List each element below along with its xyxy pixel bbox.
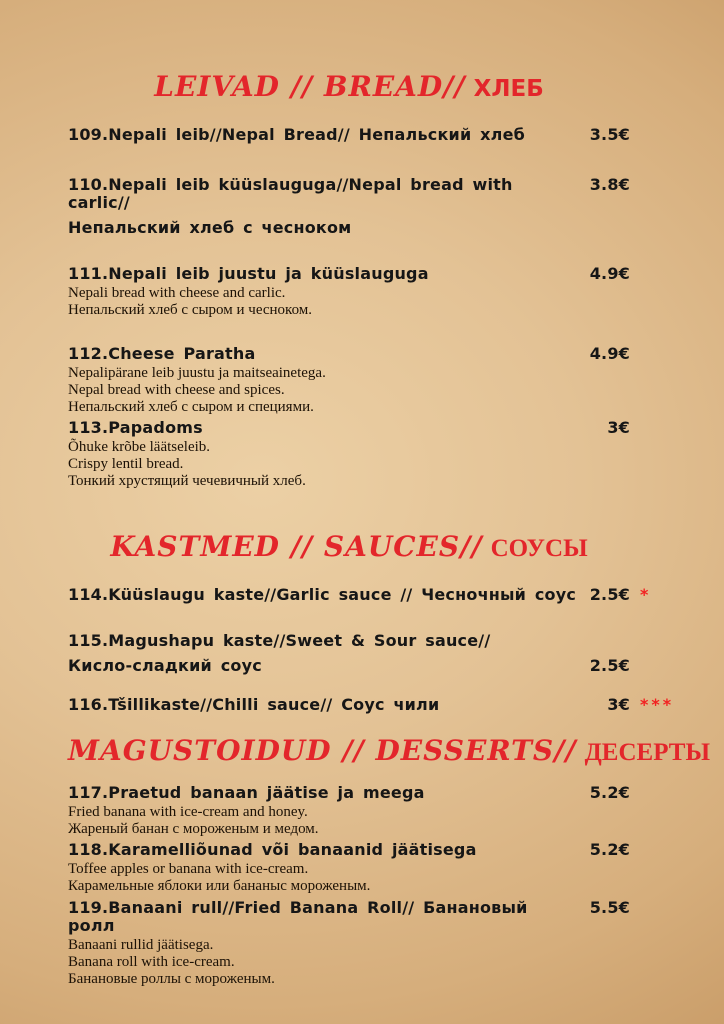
menu-item-description: Непальский хлеб с сыром и чесноком. <box>68 302 313 318</box>
menu-item-description: Банановые роллы с мороженым. <box>68 971 275 987</box>
section-title-cyrillic: ДЕСЕРТЫ <box>584 739 711 766</box>
menu-item-price: 3€ <box>607 418 630 437</box>
menu-item-description: Тонкий хрустящий чечевичный хлеб. <box>68 473 306 489</box>
section-title-latin: LEIVAD // BREAD// <box>154 70 466 103</box>
section-header-bread <box>68 70 630 104</box>
menu-item-price: 3.5€ <box>589 125 630 144</box>
price-asterisks: * <box>640 585 652 604</box>
menu-item-descriptions <box>68 861 630 895</box>
price-asterisks: *** <box>640 695 675 714</box>
menu-item-description: Nepali bread with cheese and carlic. <box>68 285 286 301</box>
menu-item-price: 3€ <box>607 695 630 714</box>
menu-item-description: Crispy lentil bread. <box>68 456 184 472</box>
menu-item-description: Õhuke krõbe läätseleib. <box>68 439 211 455</box>
menu-item-price: 4.9€ <box>589 344 630 363</box>
menu-item-description: Fried banana with ice-cream and honey. <box>68 804 308 820</box>
section-header-sauces <box>68 530 630 564</box>
menu-item-110 <box>68 176 630 237</box>
section-title-latin: KASTMED // SAUCES// <box>110 530 483 563</box>
menu-item-112 <box>68 345 630 416</box>
menu-item-descriptions <box>68 439 630 490</box>
menu-item-title: 110.Nepali leib küüslauguga//Nepal bread with carlic// <box>68 175 513 212</box>
menu-item-descriptions <box>68 365 630 416</box>
menu-item-title: 117.Praetud banaan jäätise ja meega <box>68 783 425 802</box>
menu-item-price: 5.2€ <box>589 783 630 802</box>
menu-item-description: Toffee apples or banana with ice-cream. <box>68 861 309 877</box>
menu-item-description: Карамельные яблоки или бананыс мороженым. <box>68 878 371 894</box>
menu-item-title: 116.Tšillikaste//Chilli sauce// Соус чили <box>68 695 440 714</box>
menu-item-price: 2.5€ <box>589 585 630 604</box>
menu-item-price: 3.8€ <box>589 175 630 194</box>
section-title-cyrillic: ХЛЕБ <box>473 76 544 102</box>
menu-item-title: 114.Küüslaugu kaste//Garlic sauce // Чесночный соус <box>68 585 577 604</box>
menu-item-description: Непальский хлеб с сыром и специями. <box>68 399 314 415</box>
section-header-desserts <box>68 734 711 768</box>
menu-item-title: 113.Papadoms <box>68 418 203 437</box>
menu-item-title-line2: Кисло-сладкий соус <box>68 656 262 675</box>
menu-item-description: Banaani rullid jäätisega. <box>68 937 214 953</box>
menu-item-114 <box>68 585 652 604</box>
menu-item-115 <box>68 632 630 675</box>
menu-item-price: 5.2€ <box>589 840 630 859</box>
menu-item-117 <box>68 784 630 838</box>
section-title-latin: MAGUSTOIDUD // DESSERTS// <box>68 734 577 767</box>
menu-item-title: 111.Nepali leib juustu ja küüslauguga <box>68 264 429 283</box>
menu-item-description: Nepalipärane leib juustu ja maitseainetega. <box>68 365 326 381</box>
menu-item-109 <box>68 126 630 144</box>
menu-item-descriptions <box>68 804 630 838</box>
menu-item-116 <box>68 695 675 714</box>
menu-item-price: 5.5€ <box>589 898 630 917</box>
menu-item-111 <box>68 265 630 319</box>
menu-item-title-line2: Непальский хлеб с чесноком <box>68 218 352 237</box>
menu-item-title: 112.Cheese Paratha <box>68 344 256 363</box>
menu-item-119 <box>68 899 630 988</box>
menu-item-description: Nepal bread with cheese and spices. <box>68 382 285 398</box>
menu-item-113 <box>68 419 630 490</box>
menu-item-title: 119.Banaani rull//Fried Banana Roll// Банановый ролл <box>68 898 528 935</box>
menu-item-price: 2.5€ <box>589 656 630 675</box>
section-title-cyrillic: СОУСЫ <box>490 535 588 562</box>
menu-item-title: 118.Karamelliõunad või banaanid jäätisega <box>68 840 477 859</box>
menu-item-descriptions <box>68 285 630 319</box>
menu-item-description: Banana roll with ice-cream. <box>68 954 235 970</box>
menu-item-title: 115.Magushapu kaste//Sweet & Sour sauce// <box>68 631 491 650</box>
menu-item-price: 4.9€ <box>589 264 630 283</box>
menu-item-118 <box>68 841 630 895</box>
menu-item-title: 109.Nepali leib//Nepal Bread// Непальский хлеб <box>68 125 525 144</box>
menu-item-descriptions <box>68 937 630 988</box>
menu-item-description: Жареный банан с мороженым и медом. <box>68 821 319 837</box>
